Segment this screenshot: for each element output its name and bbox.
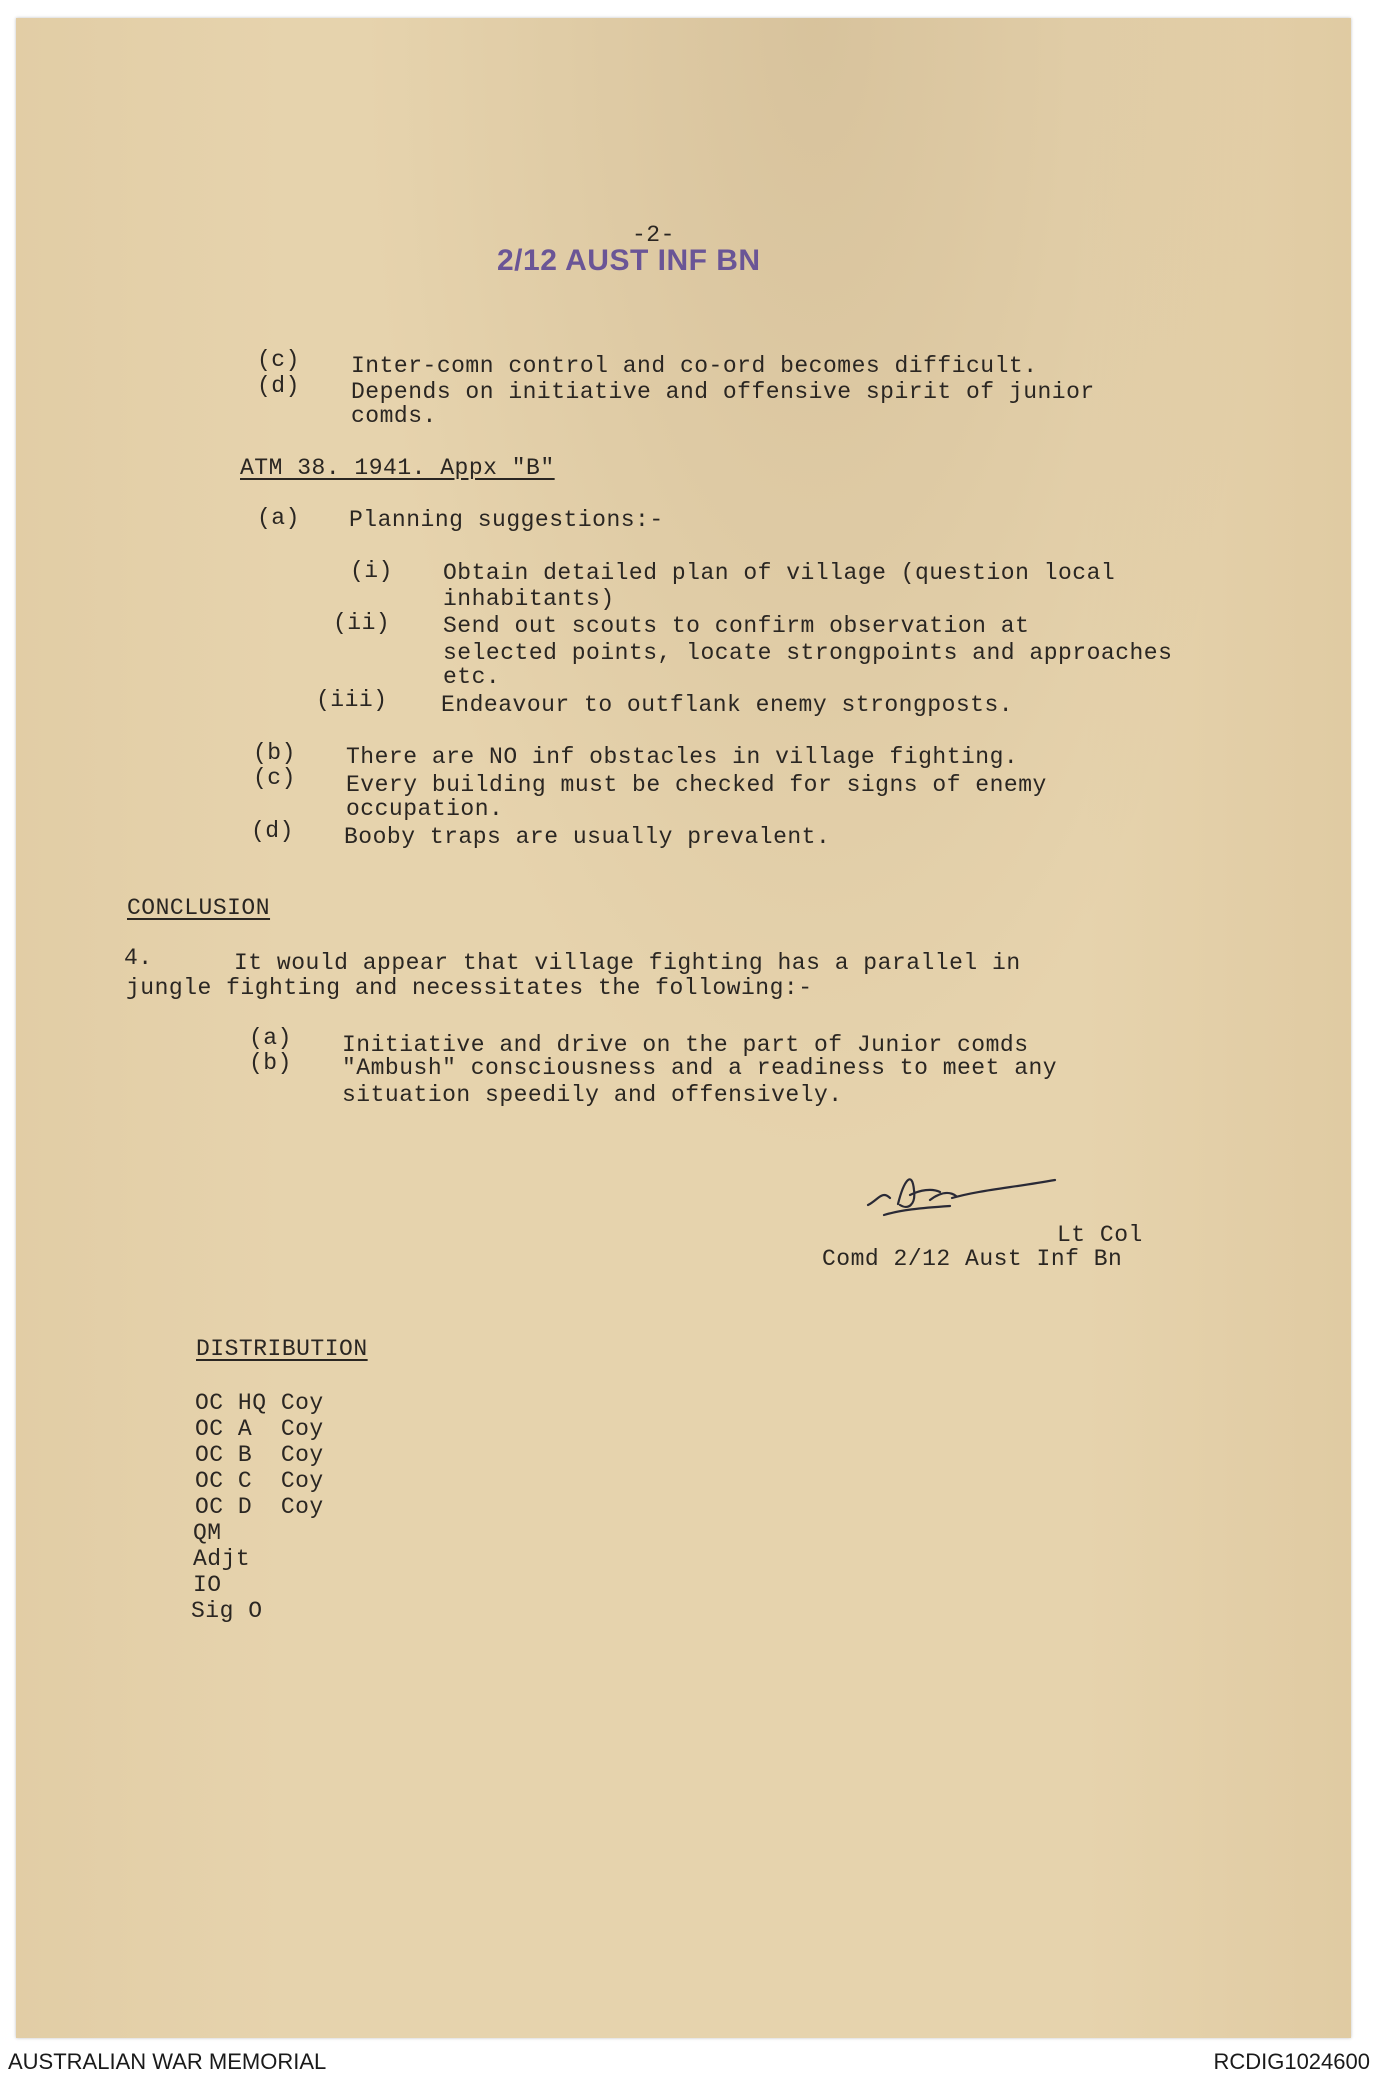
distribution-line: IO [193,1572,222,1598]
footer-record-id: RCDIG1024600 [1213,2049,1370,2074]
distribution-heading: DISTRIBUTION [196,1336,368,1362]
section-heading: ATM 38. 1941. Appx "B" [240,455,555,481]
signatory-appointment: Comd 2/12 Aust Inf Bn [822,1246,1123,1272]
footer-institution: AUSTRALIAN WAR MEMORIAL [8,2049,327,2074]
sub-item-text: inhabitants) [443,586,615,612]
sub-item-text: selected points, locate strongpoints and approaches [443,640,1173,666]
conclusion-heading: CONCLUSION [127,895,271,921]
sub-item-text: Endeavour to outflank enemy strongposts. [441,692,1014,718]
paragraph-text: It would appear that village fighting has a parallel in [234,950,1021,976]
page-number: -2- [632,222,675,248]
item-text: Initiative and drive on the part of Junior comds [342,1032,1029,1058]
distribution-line: OC C Coy [195,1468,324,1494]
item-label: (c) [253,765,296,791]
signatory-rank: Lt Col [1057,1222,1143,1248]
item-label: (a) [257,505,300,531]
item-text: "Ambush" consciousness and a readiness to meet any [342,1055,1058,1081]
item-text: Booby traps are usually prevalent. [344,824,831,850]
distribution-line: OC B Coy [195,1442,324,1468]
distribution-line: OC A Coy [195,1416,324,1442]
item-text-cont: occupation. [346,796,504,822]
paragraph-text: jungle fighting and necessitates the following:- [126,975,813,1001]
handwritten-signature [860,1160,1090,1230]
document-page [16,18,1351,2038]
item-text: Inter-comn control and co-ord becomes difficult. [351,353,1038,379]
sub-item-text: Obtain detailed plan of village (question local [443,560,1116,586]
item-text-cont: situation speedily and offensively. [342,1082,843,1108]
paragraph-number: 4. [124,945,153,971]
unit-stamp: 2/12 AUST INF BN [497,244,761,277]
item-label: (d) [251,818,294,844]
item-label: (c) [257,347,300,373]
item-label: (b) [249,1050,292,1076]
distribution-line: Adjt [193,1546,251,1572]
item-text: Every building must be checked for signs of enemy [346,772,1047,798]
distribution-line: OC HQ Coy [195,1390,324,1416]
sub-item-label: (i) [350,558,393,584]
distribution-line: Sig O [191,1598,263,1624]
item-label: (a) [249,1025,292,1051]
sub-item-label: (iii) [316,687,388,713]
distribution-line: OC D Coy [195,1494,324,1520]
item-text: There are NO inf obstacles in village fighting. [346,744,1019,770]
item-text-cont: comds. [351,403,437,429]
item-label: (b) [253,740,296,766]
sub-item-text: Send out scouts to confirm observation at [443,613,1030,639]
item-text: Planning suggestions:- [349,507,664,533]
item-label: (d) [257,373,300,399]
item-text: Depends on initiative and offensive spirit of junior [351,379,1095,405]
distribution-line: QM [193,1520,222,1546]
sub-item-text: etc. [443,664,501,690]
sub-item-label: (ii) [333,610,391,636]
